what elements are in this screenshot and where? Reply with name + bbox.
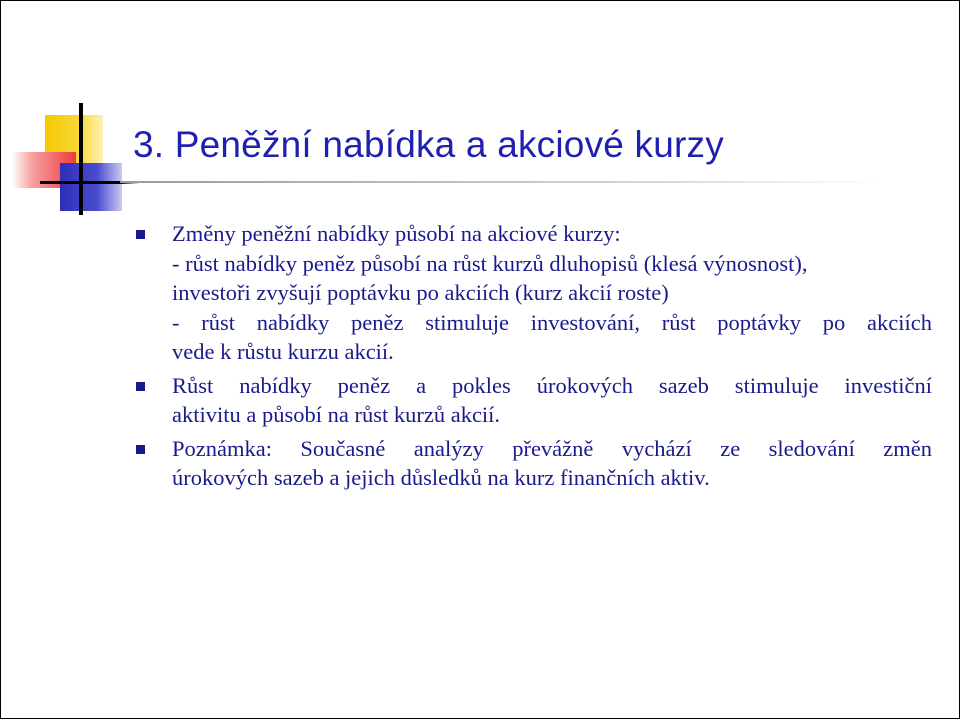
text-line: Změny peněžní nabídky působí na akciové kurzy: [172, 221, 621, 246]
text-line: vede k růstu kurzu akcií. [172, 339, 394, 364]
text-line: investoři zvyšují poptávku po akciích (kurz akcií roste) [172, 280, 669, 305]
bullet-item [172, 219, 932, 367]
square-bullet-icon [136, 230, 145, 239]
text-line: aktivitu a působí na růst kurzů akcií. [172, 402, 501, 427]
text-line: Růst nabídky peněz a pokles úrokových sazeb stimuluje investiční [172, 372, 932, 398]
title-underline [120, 181, 880, 183]
text-line: - růst nabídky peněz stimuluje investování, růst poptávky po akciích [172, 309, 932, 335]
logo-vertical-line [79, 103, 83, 215]
square-bullet-icon [136, 445, 145, 454]
bullet-item [172, 371, 932, 430]
square-bullet-icon [136, 382, 145, 391]
slide-title: 3. Peněžní nabídka a akciové kurzy [133, 124, 724, 165]
text-line: Poznámka: Současné analýzy převážně vychází ze sledování změn [172, 435, 932, 461]
logo-blue-square [60, 163, 122, 211]
bullet-item [172, 434, 932, 493]
slide-content [172, 219, 932, 493]
decorative-logo-graphic [0, 0, 140, 230]
text-line: - růst nabídky peněz působí na růst kurzů dluhopisů (klesá výnosnost), [172, 250, 808, 276]
text-line: úrokových sazeb a jejich důsledků na kurz finančních aktiv. [172, 465, 710, 490]
